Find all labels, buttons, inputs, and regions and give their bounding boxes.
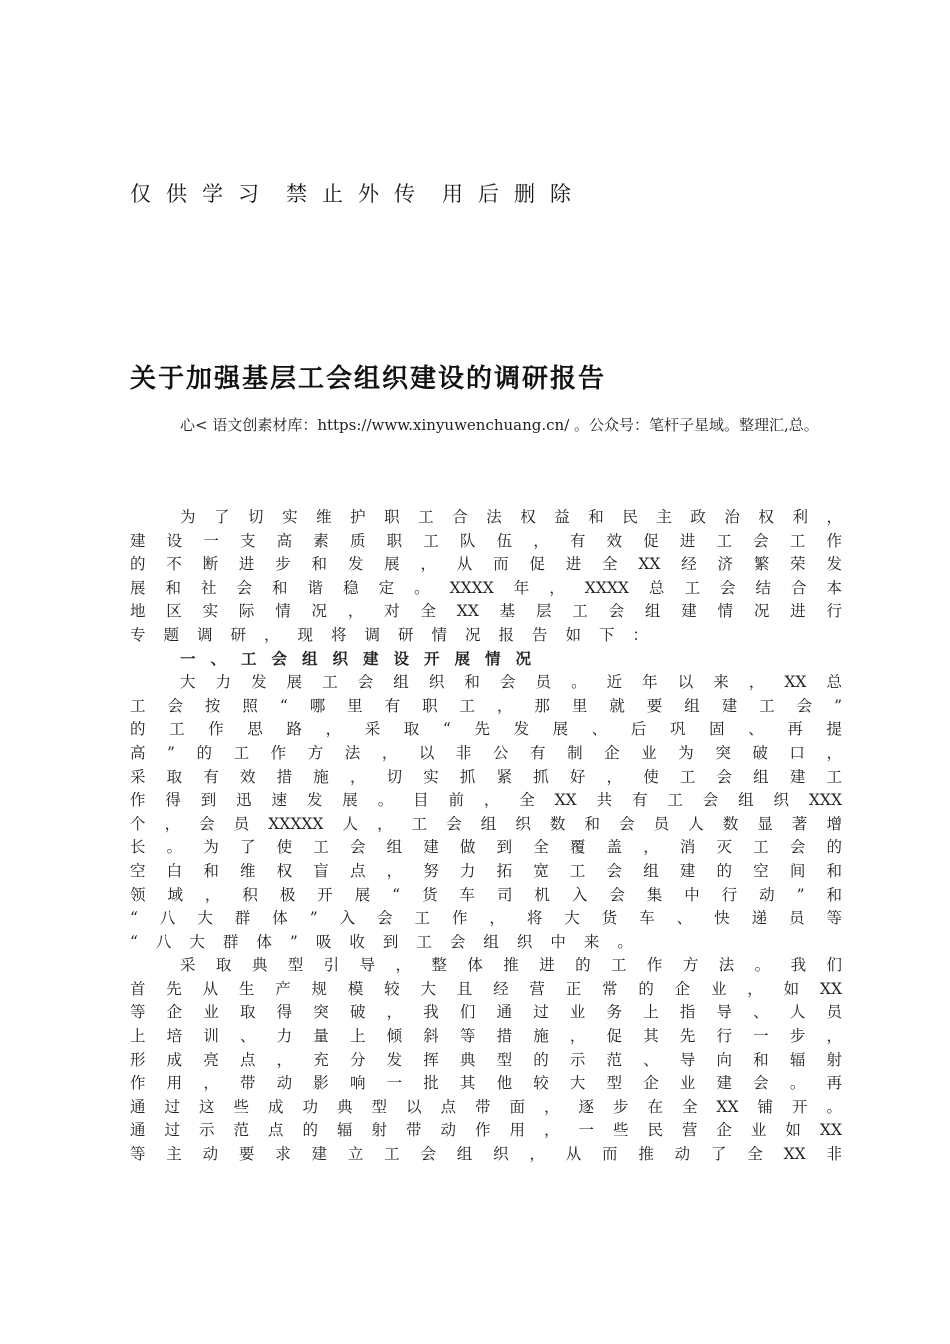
text-line: 作得到迅速发展。目前，全XX共有工会组织XXX (130, 791, 842, 810)
text-line: 专题调研，现将调研情况报告如下： (130, 625, 667, 644)
text-line: 作用，带动影响一批其他较大型企业建会。再 (130, 1074, 842, 1093)
text-line: 个，会员XXXXX人，工会组织数和会员人数显著增 (130, 814, 842, 833)
text-line: 高”的工作方法，以非公有制企业为突破口， (130, 743, 842, 762)
text-line: 等企业取得突破，我们通过业务上指导、人员 (130, 1003, 842, 1022)
section-heading: 一、工会组织建设开展情况 (180, 649, 547, 668)
document-body (130, 506, 842, 1167)
document-title: 关于加强基层工会组织建设的调研报告 (130, 364, 607, 394)
text-line: 的不断进步和发展，从而促进全XX经济繁荣发 (130, 555, 842, 574)
text-line: 长。为了使工会组建做到全覆盖，消灭工会的 (130, 838, 842, 857)
text-line: 形成亮点，充分发挥典型的示范、导向和辐射 (130, 1050, 842, 1069)
text-line: 地区实际情况，对全XX基层工会组建情况进行 (130, 602, 842, 621)
text-line: 的工作思路，采取“先发展、后巩固、再提 (130, 720, 842, 739)
text-line: 领域，积极开展“货车司机入会集中行动”和 (130, 885, 842, 904)
text-line: 工会按照“哪里有职工，那里就要组建工会” (130, 696, 842, 715)
text-line: 展和社会和谐稳定。XXXX年，XXXX总工会结合本 (130, 578, 842, 597)
text-line: 大力发展工会组织和会员。近年以来，XX总 (180, 673, 842, 692)
notice-study-only: 仅供学习 (130, 182, 274, 206)
text-line: 采取典型引导，整体推进的工作方法。我们 (180, 956, 842, 975)
notice-no-distribution: 禁止外传 (286, 182, 430, 206)
text-line: 建设一支高素质职工队伍，有效促进工会工作 (130, 531, 842, 550)
text-line: 空白和维权盲点，努力拓宽工会组建的空间和 (130, 861, 842, 880)
text-line: 上培训、力量上倾斜等措施，促其先行一步， (130, 1027, 842, 1046)
text-line: 首先从生产规模较大且经营正常的企业，如XX (130, 979, 842, 998)
confidentiality-notice (130, 178, 586, 208)
source-line: 心< 语文创素材库：https://www.xinyuwenchuang.cn/ 。公众号：笔杆子星域。整理汇,总。 (180, 416, 819, 434)
text-line: “八大群体”吸收到工会组织中来。 (130, 932, 651, 951)
text-line: 等主动要求建立工会组织，从而推动了全XX非 (130, 1145, 842, 1164)
text-line: 通过示范点的辐射带动作用，一些民营企业如XX (130, 1121, 842, 1140)
text-line: 采取有效措施，切实抓紧抓好，使工会组建工 (130, 767, 842, 786)
text-line: “八大群体”入会工作，将大货车、快递员等 (130, 909, 842, 928)
text-line: 通过这些成功典型以点带面，逐步在全XX铺开。 (130, 1097, 842, 1116)
notice-delete-after-use: 用后删除 (442, 182, 586, 206)
text-line: 为了切实维护职工合法权益和民主政治权利， (180, 508, 842, 526)
